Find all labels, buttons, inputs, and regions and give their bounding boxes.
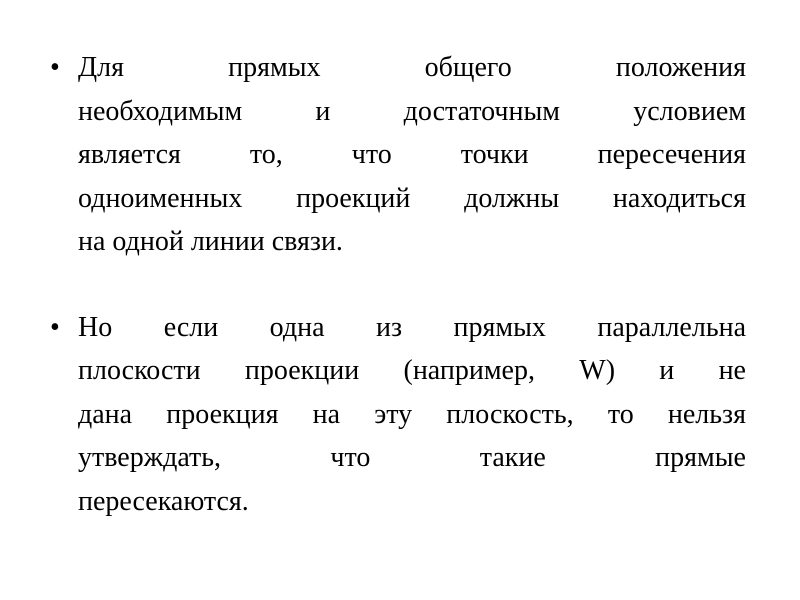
- text-line: Но если одна из прямых параллельна: [78, 311, 746, 343]
- text-line: является то, что точки пересечения: [78, 139, 746, 170]
- text-line: одноименных проекций должны находиться: [78, 182, 746, 214]
- text-line: Для прямых общего положения: [78, 52, 746, 83]
- text-line: на одной линии связи.: [78, 226, 343, 257]
- text-line: утверждать, что такие прямые: [78, 442, 746, 473]
- text-line: плоскости проекции (например, W) и не: [78, 355, 746, 386]
- bullet-dot: •: [50, 52, 60, 83]
- text-line: пересекаются.: [78, 485, 249, 517]
- bullet-item-2: [50, 306, 746, 524]
- bullet-list: [50, 46, 746, 523]
- bullet-item-1: [50, 46, 746, 264]
- bullet-dot: •: [50, 311, 60, 343]
- text-line: необходимым и достаточным условием: [78, 95, 746, 127]
- text-line: дана проекция на эту плоскость, то нельзя: [78, 398, 746, 430]
